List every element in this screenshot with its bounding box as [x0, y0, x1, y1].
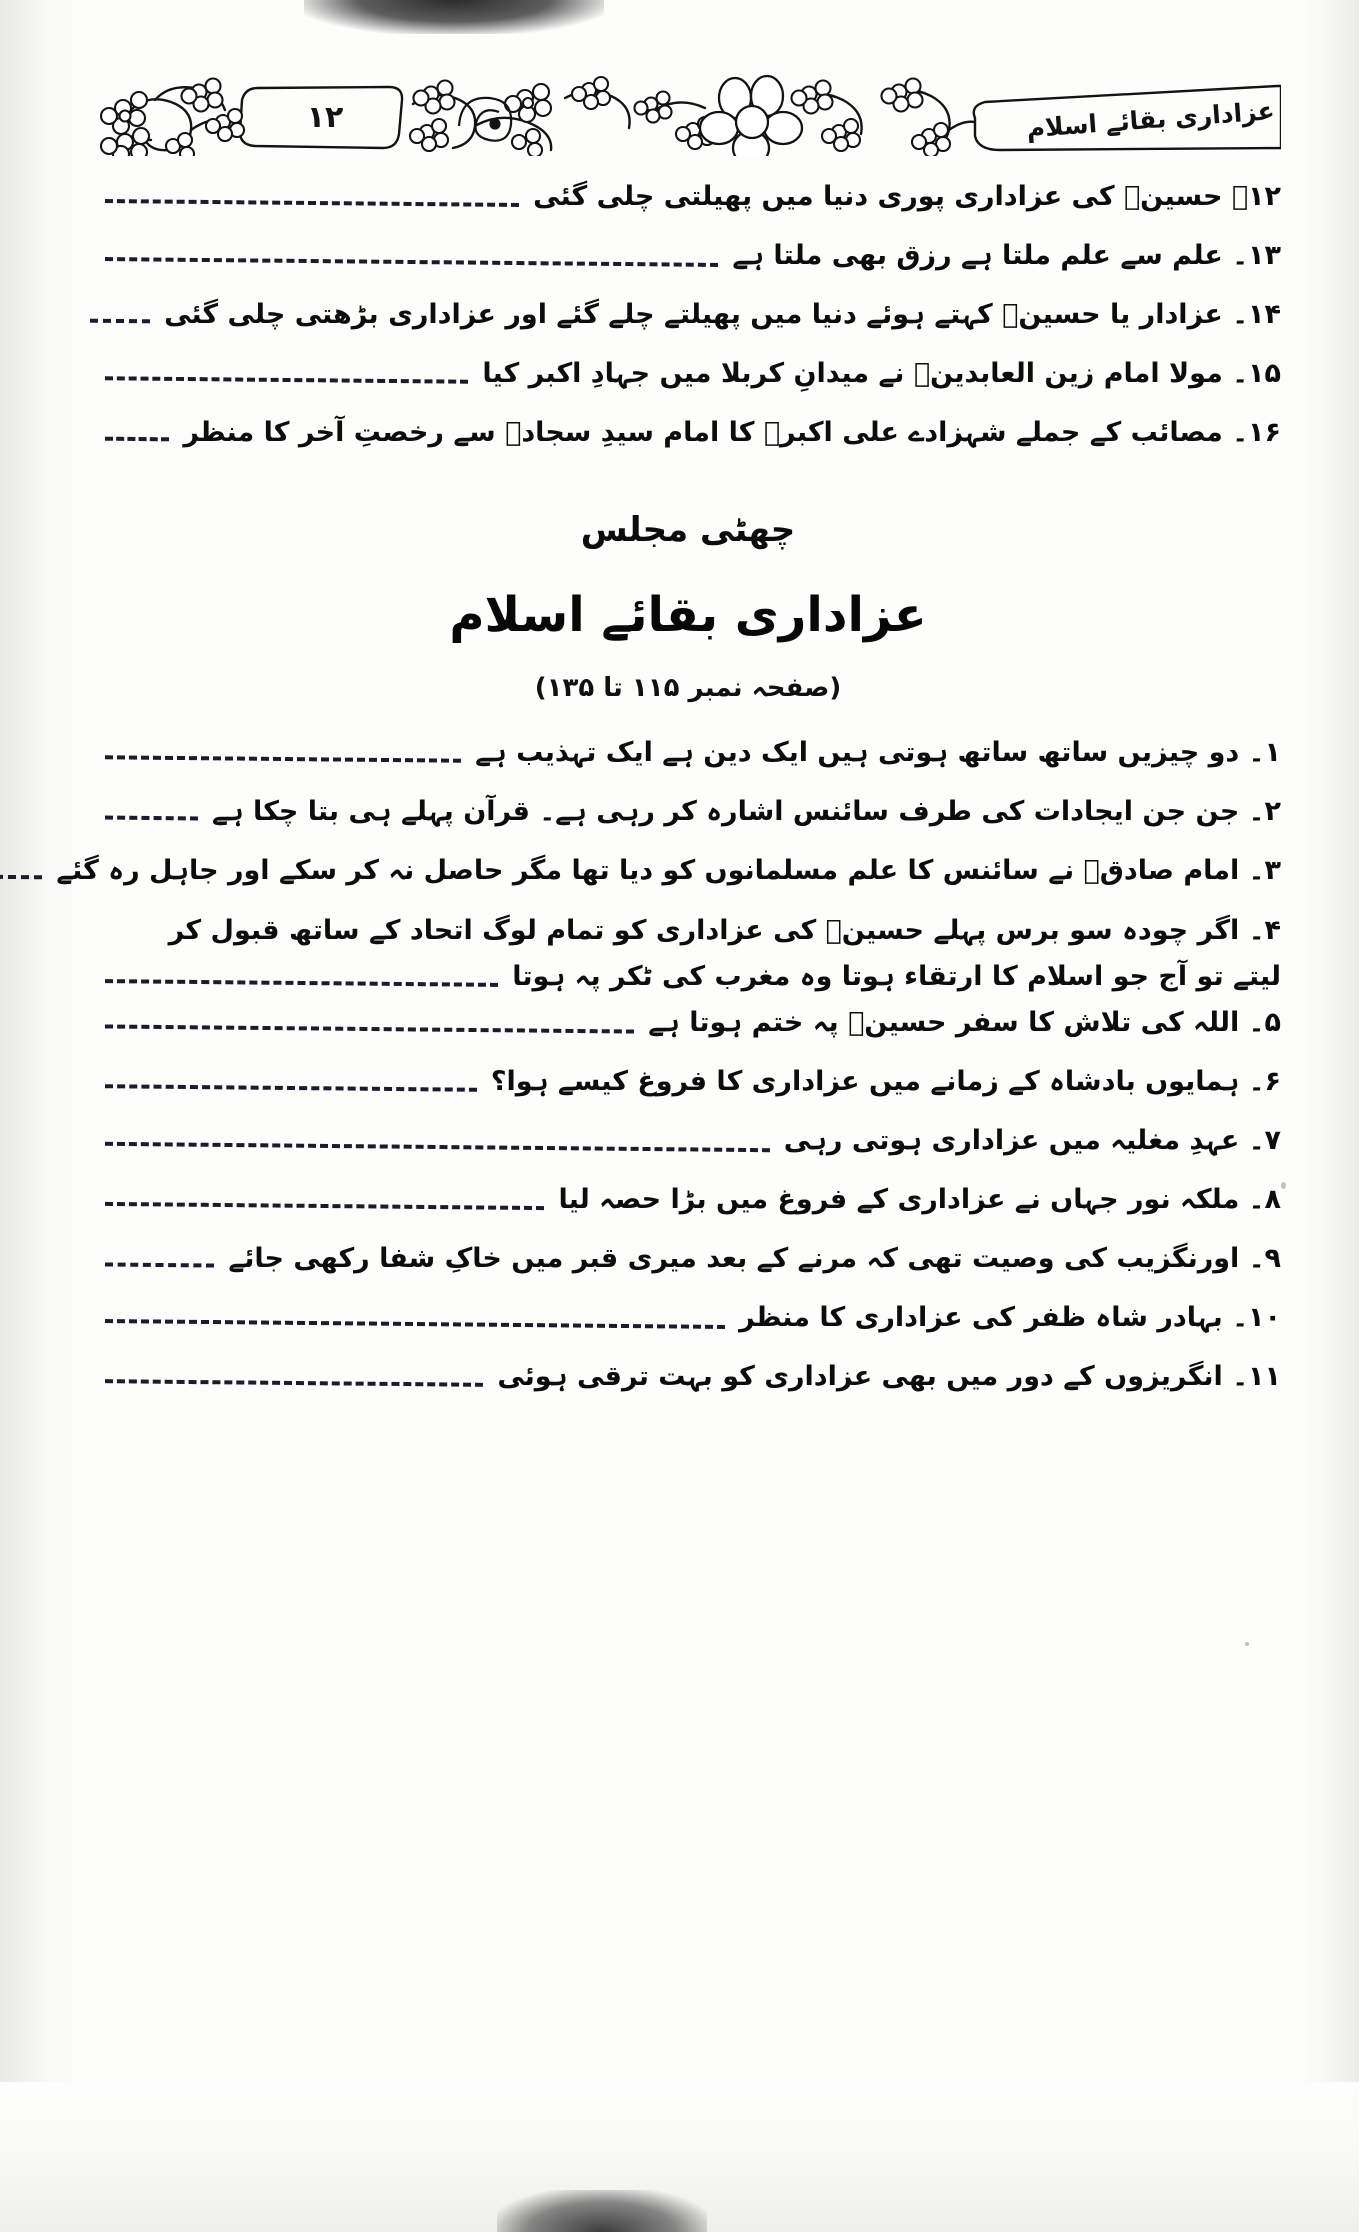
toc-entry[interactable] [96, 1179, 1282, 1235]
toc-entry[interactable] [96, 1297, 1282, 1353]
toc-leader-dashes [0, 874, 43, 880]
toc-leader-dashes [106, 375, 469, 383]
toc-list-main [57, 732, 1282, 1411]
majlis-page-range: (صفحہ نمبر ۱۱۵ تا ۱۳۵) [535, 673, 843, 704]
page-edge-shadow-right [1294, 0, 1360, 2232]
toc-leader-dashes [106, 1140, 771, 1151]
page-header-band [96, 70, 1282, 156]
section-heading-block [96, 508, 1282, 706]
toc-leader-dashes [106, 1378, 484, 1387]
toc-entry[interactable] [96, 353, 1282, 409]
majlis-label: چھٹی مجلس [581, 510, 797, 550]
scan-artifact-bottom [498, 2190, 708, 2232]
running-header-title: عزاداری بقائے اسلام [1027, 96, 1278, 144]
toc-leader-dashes [106, 256, 719, 267]
toc-leader-dashes [91, 318, 151, 324]
toc-entry-text: ۳۔ امام صادقؑ نے سائنس کا علم مسلمانوں کو دیا تھا مگر حاصل نہ کر سکے اور جاہل رہ گئے [57, 855, 1282, 887]
scan-artifact-top [305, 0, 605, 34]
toc-entry[interactable] [96, 412, 1282, 468]
toc-entry-text: ۱۵۔ مولا امام زین العابدینؑ نے میدانِ کربلا میں جہادِ اکبر کیا [483, 358, 1282, 389]
toc-entry-text: ۲۔ جن جن ایجادات کی طرف سائنس اشارہ کر رہی ہے۔ قرآن پہلے ہی بتا چکا ہے [213, 796, 1282, 828]
toc-leader-dashes [106, 815, 199, 821]
toc-entry-text: ۱۴۔ عزادار یا حسینؑ کہتے ہوئے دنیا میں پھیلتے چلے گئے اور عزاداری بڑھتی چلی گئی [165, 299, 1282, 330]
toc-entry-text: ۷۔ عہدِ مغلیہ میں عزاداری ہوتی رہی [784, 1124, 1282, 1156]
toc-entry[interactable] [96, 791, 1282, 847]
toc-leader-dashes [106, 436, 170, 442]
scan-speck [1282, 1182, 1287, 1189]
toc-leader-dashes [106, 1318, 726, 1329]
toc-entry[interactable] [96, 1238, 1282, 1294]
toc-entry[interactable] [96, 1356, 1282, 1412]
toc-entry-text: ۱۱۔ انگریزوں کے دور میں بھی عزاداری کو بہت ترقی ہوئی [498, 1360, 1282, 1392]
toc-leader-dashes [106, 1023, 635, 1033]
toc-entry-text: ۱۲۔ حسینؑ کی عزاداری پوری دنیا میں پھیلتی چلی گئی [534, 181, 1282, 212]
toc-entry[interactable] [96, 732, 1282, 788]
toc-leader-dashes [106, 978, 499, 987]
toc-entry[interactable] [96, 1120, 1282, 1176]
page-edge-shadow-left [0, 0, 86, 2232]
toc-entry-text: ۱۰۔ بہادر شاہ ظفر کی عزاداری کا منظر [740, 1301, 1282, 1333]
toc-entry-text: ۱۳۔ علم سے علم ملتا ہے رزق بھی ملتا ہے [733, 240, 1282, 271]
toc-entry[interactable] [96, 1061, 1282, 1117]
scan-speck [1246, 1642, 1250, 1646]
toc-leader-dashes [106, 1261, 215, 1267]
toc-leader-dashes [106, 754, 462, 762]
toc-entry[interactable] [96, 294, 1282, 350]
toc-entry-text-line2: لیتے تو آج جو اسلام کا ارتقاء ہوتا وہ مغرب کی ٹکر پہ ہوتا [513, 960, 1282, 992]
toc-entry-text: ۱۔ دو چیزیں ساتھ ساتھ ہوتی ہیں ایک دین ہے ایک تہذیب ہے [476, 737, 1282, 769]
toc-entry[interactable] [96, 176, 1282, 232]
page-number: ۱۲ [307, 100, 345, 135]
toc-leader-dashes [106, 1083, 478, 1092]
toc-entry-text: ۸۔ ملکہ نور جہاں نے عزاداری کے فروغ میں بڑا حصہ لیا [559, 1183, 1282, 1215]
toc-list-continued [96, 176, 1282, 468]
majlis-title: عزاداری بقائے اسلام [450, 586, 928, 643]
toc-entry[interactable] [96, 909, 1282, 998]
toc-entry-text: ۶۔ ہمایوں بادشاہ کے زمانے میں عزاداری کا فروغ کیسے ہوا؟ [491, 1065, 1282, 1097]
toc-entry[interactable] [57, 850, 1282, 906]
toc-leader-dashes [106, 1200, 545, 1209]
toc-entry[interactable] [96, 1002, 1282, 1058]
toc-entry-continuation [96, 955, 1282, 999]
toc-entry-text: ۹۔ اورنگزیب کی وصیت تھی کہ مرنے کے بعد میری قبر میں خاکِ شفا رکھی جائے [229, 1242, 1282, 1274]
toc-leader-dashes [106, 198, 520, 207]
toc-entry[interactable] [96, 235, 1282, 291]
toc-entry-text: ۴۔ اگر چودہ سو برس پہلے حسینؑ کی عزاداری کو تمام لوگ اتحاد کے ساتھ قبول کر [169, 915, 1282, 947]
page-content [57, 70, 1282, 1415]
toc-entry-text: ۵۔ اللہ کی تلاش کا سفر حسینؑ پہ ختم ہوتا ہے [649, 1006, 1282, 1038]
toc-entry-text: ۱۶۔ مصائب کے جملے شہزادے علی اکبرؑ کا امام سیدِ سجادؑ سے رخصتِ آخر کا منظر [184, 417, 1282, 448]
